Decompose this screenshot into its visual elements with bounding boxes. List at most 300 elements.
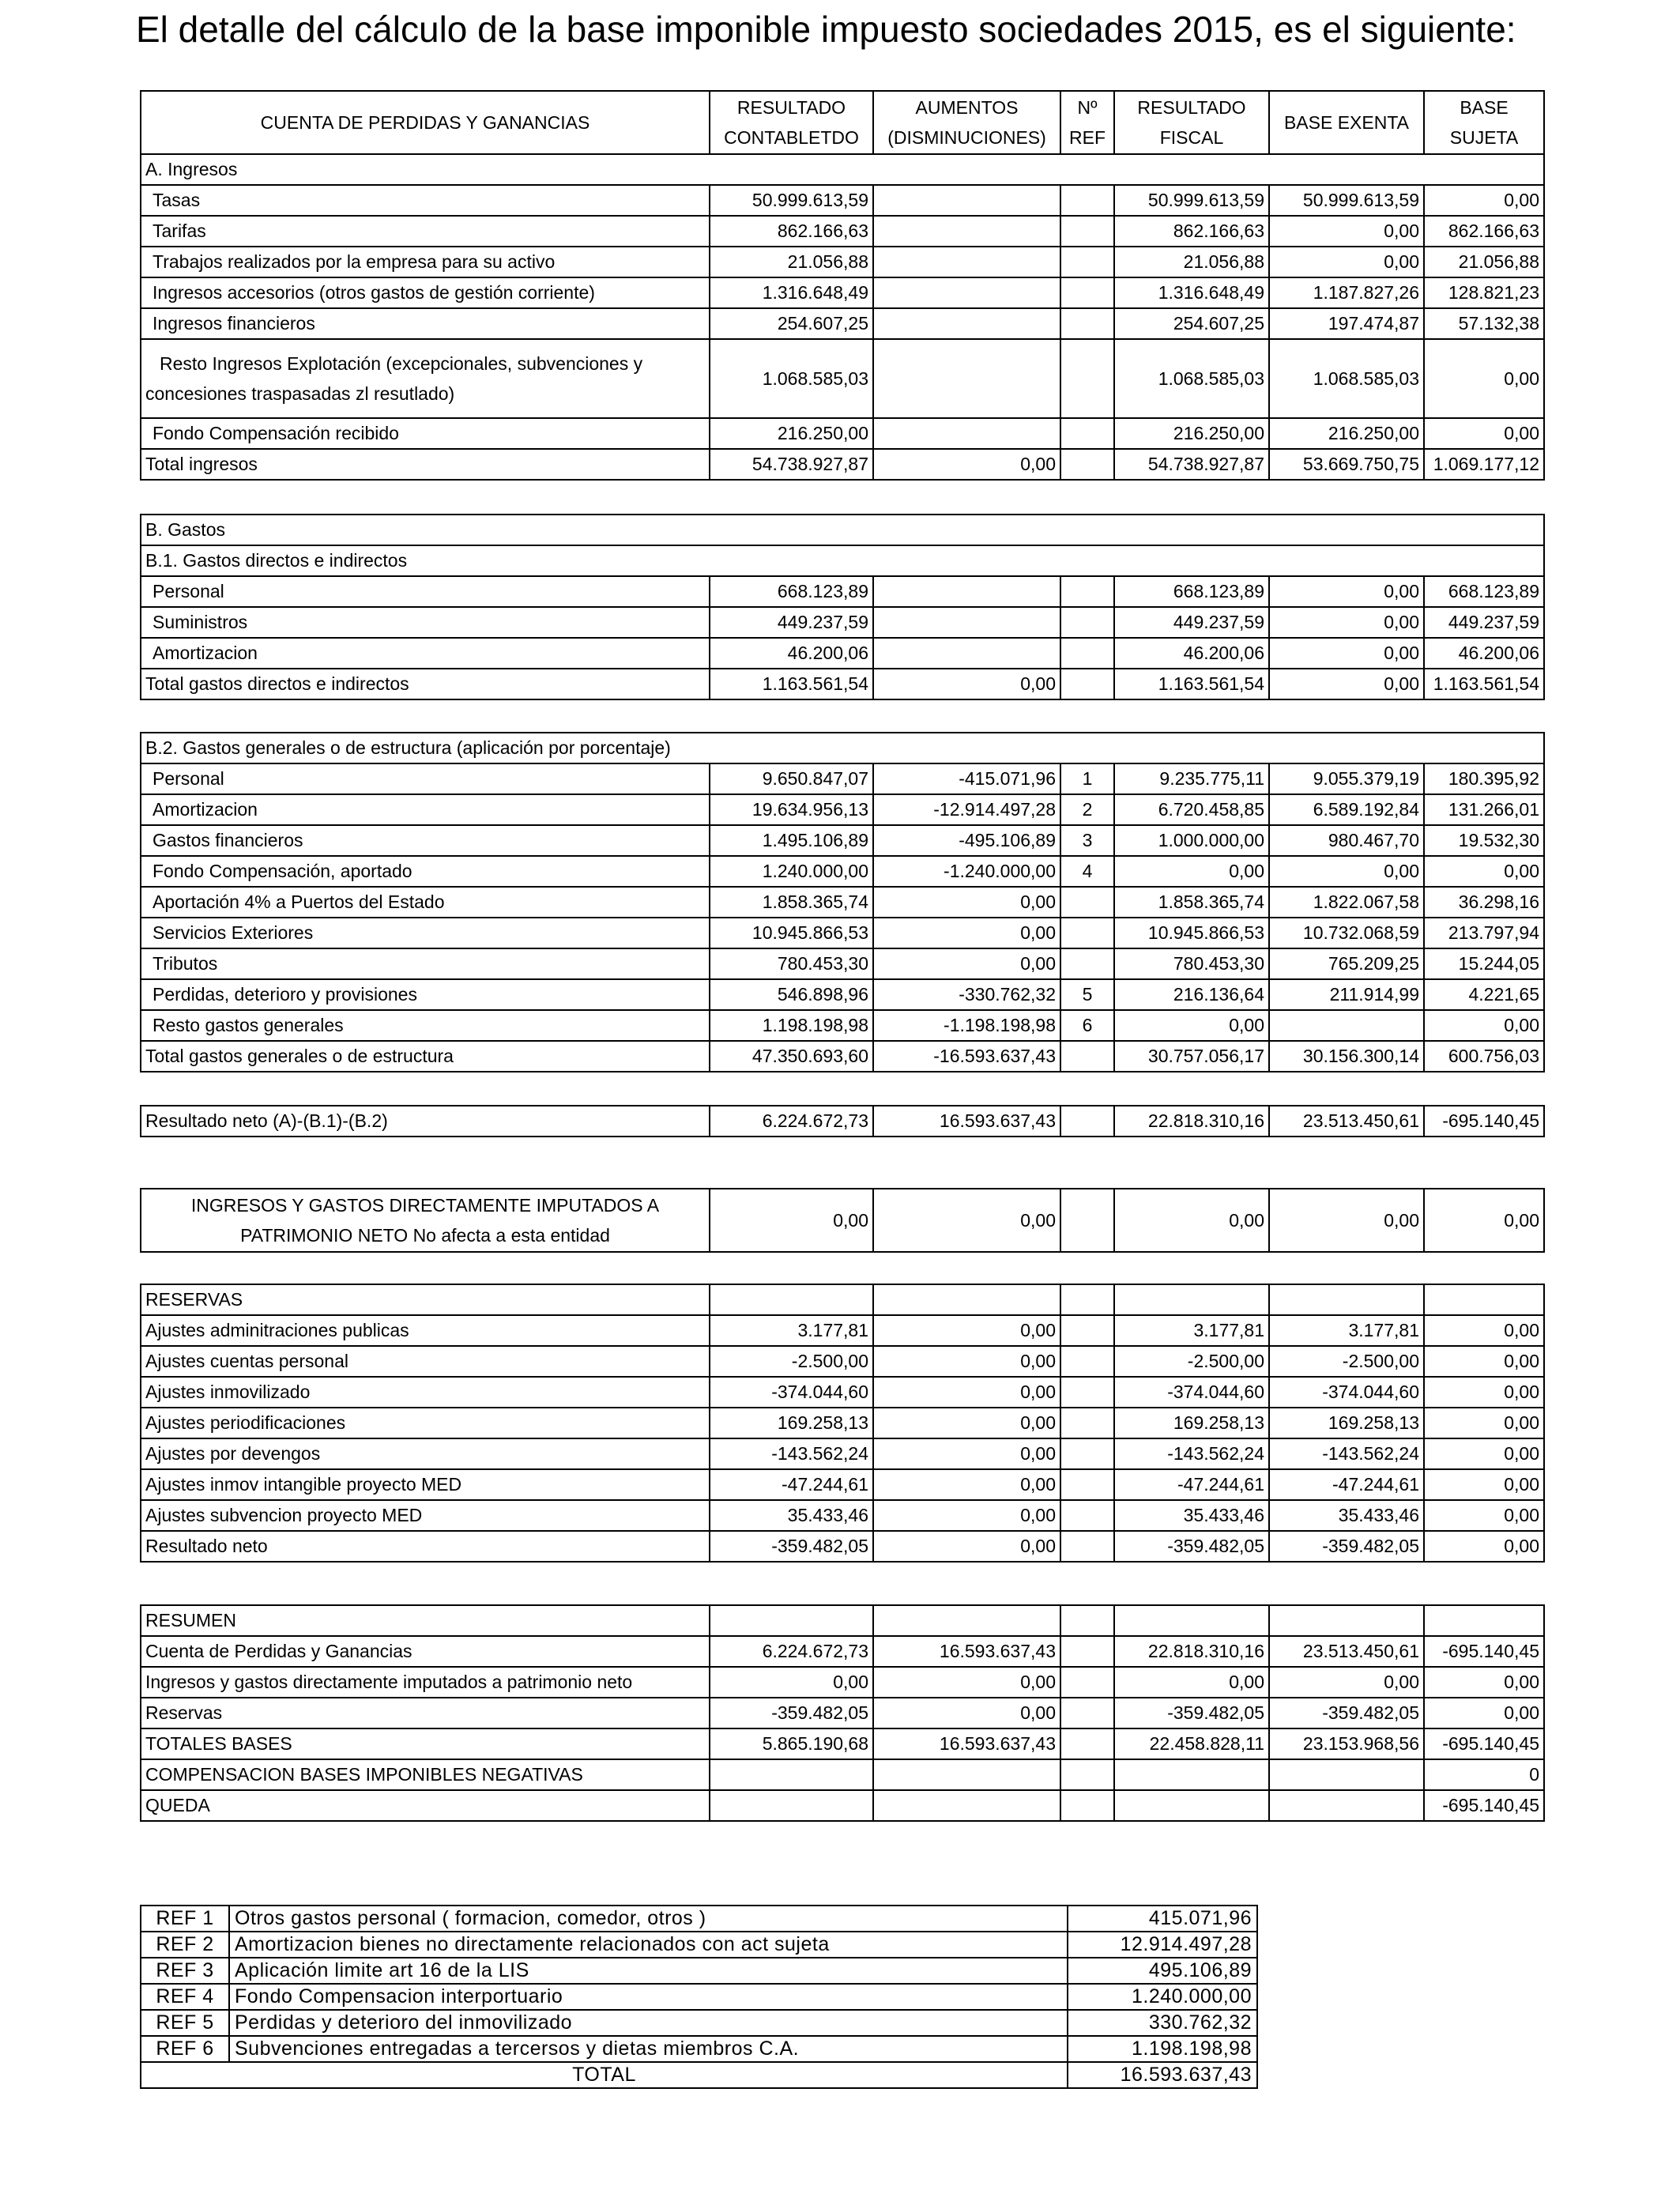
cell-contable: 1.068.585,03 [710,339,873,418]
references-table [140,1905,1258,2089]
table-row [141,1636,1544,1667]
cell-ref: 1 [1060,763,1114,794]
reference-total-label: TOTAL [141,2062,1068,2088]
row-label: TOTALES BASES [141,1728,710,1759]
cell-aumentos: 0,00 [873,1698,1060,1728]
table-row [141,1698,1544,1728]
cell-exenta: 35.433,46 [1269,1500,1424,1531]
cell-aumentos [873,638,1060,669]
cell-aumentos: 0,00 [873,1469,1060,1500]
cell-exenta: 0,00 [1269,1189,1424,1252]
row-label: Ajustes periodificaciones [141,1408,710,1438]
line-1: AUMENTOS [915,97,1019,118]
cell-sujeta: 21.056,88 [1424,247,1544,277]
reference-amount: 330.762,32 [1068,2010,1257,2036]
reference-description: Subvenciones entregadas a tercersos y dietas miembros C.A. [229,2036,1068,2062]
cell-aumentos: 0,00 [873,1438,1060,1469]
cell-sujeta: 0,00 [1424,1667,1544,1698]
reference-description: Amortizacion bienes no directamente relacionados con act sujeta [229,1932,1068,1958]
reference-amount: 495.106,89 [1068,1958,1257,1984]
reference-description: Fondo Compensacion interportuario [229,1984,1068,2010]
cell-fiscal: 35.433,46 [1114,1500,1269,1531]
cell-sujeta: 36.298,16 [1424,887,1544,918]
cell-contable: 0,00 [710,1189,873,1252]
section-heading: RESUMEN [141,1605,710,1636]
cell-sujeta: 0,00 [1424,1010,1544,1041]
cell-fiscal: 22.818.310,16 [1114,1106,1269,1137]
cell-fiscal: 46.200,06 [1114,638,1269,669]
table-row [141,794,1544,825]
row-label: Suministros [141,607,710,638]
cell-exenta [1269,1790,1424,1821]
cell-exenta: 1.187.827,26 [1269,277,1424,308]
section-heading: B. Gastos [141,515,1544,545]
cell-ref [1060,669,1114,699]
cell-exenta: 23.513.450,61 [1269,1106,1424,1137]
table-row [141,918,1544,948]
cell-contable: 0,00 [710,1667,873,1698]
cell-exenta [1269,1759,1424,1790]
cell-contable: 19.634.956,13 [710,794,873,825]
cell-contable: 254.607,25 [710,308,873,339]
column-header [1424,91,1544,154]
cell-sujeta: 0,00 [1424,185,1544,216]
cell-aumentos [873,418,1060,449]
cell-sujeta: 862.166,63 [1424,216,1544,247]
table-row [141,1377,1544,1408]
cell-ref [1060,1438,1114,1469]
cell-exenta: -47.244,61 [1269,1469,1424,1500]
cell-ref: 6 [1060,1010,1114,1041]
cell-exenta: 0,00 [1269,576,1424,607]
line-1: Nº [1077,97,1098,118]
cell-ref [1060,607,1114,638]
table-row [141,1469,1544,1500]
table-row [141,856,1544,887]
cell-ref [1060,1636,1114,1667]
cell-fiscal: -47.244,61 [1114,1469,1269,1500]
row-label [141,339,710,418]
table-row [141,418,1544,449]
cell-contable: -374.044,60 [710,1377,873,1408]
cell-aumentos [873,277,1060,308]
empty-cell [1114,1284,1269,1315]
cell-fiscal: 50.999.613,59 [1114,185,1269,216]
section-heading: B.1. Gastos directos e indirectos [141,545,1544,576]
cell-contable: 3.177,81 [710,1315,873,1346]
cell-contable: 5.865.190,68 [710,1728,873,1759]
cell-exenta: 1.822.067,58 [1269,887,1424,918]
page-title: El detalle del cálculo de la base imponible impuesto sociedades 2015, es el siguiente: [136,9,1516,50]
row-label: Resto gastos generales [141,1010,710,1041]
row-label: Personal [141,576,710,607]
cell-aumentos: 0,00 [873,948,1060,979]
table-row [141,1438,1544,1469]
cell-aumentos [873,576,1060,607]
cell-ref [1060,216,1114,247]
cell-ref: 5 [1060,979,1114,1010]
table-row [141,1346,1544,1377]
cell-exenta: -143.562,24 [1269,1438,1424,1469]
table-row [141,1667,1544,1698]
table-row [141,339,1544,418]
cell-contable: 50.999.613,59 [710,185,873,216]
column-header: BASE EXENTA [1269,91,1424,154]
cell-exenta: 3.177,81 [1269,1315,1424,1346]
row-label: Trabajos realizados por la empresa para su activo [141,247,710,277]
empty-cell [710,1605,873,1636]
cell-aumentos: -330.762,32 [873,979,1060,1010]
cell-fiscal [1114,1759,1269,1790]
reference-row [141,1984,1257,2010]
table-row [141,1531,1544,1562]
cell-contable: 216.250,00 [710,418,873,449]
reference-description: Perdidas y deterioro del inmovilizado [229,2010,1068,2036]
cell-sujeta: 0,00 [1424,1438,1544,1469]
cell-contable: 1.858.365,74 [710,887,873,918]
cell-exenta [1269,1010,1424,1041]
row-label: Amortizacion [141,794,710,825]
empty-cell [1424,1284,1544,1315]
summary-table [140,1604,1545,1822]
cell-fiscal: -359.482,05 [1114,1531,1269,1562]
cell-fiscal: -2.500,00 [1114,1346,1269,1377]
cell-aumentos: 0,00 [873,1500,1060,1531]
cell-ref [1060,1041,1114,1072]
reference-id: REF 2 [141,1932,229,1958]
total-row [141,1106,1544,1137]
cell-fiscal: 22.458.828,11 [1114,1728,1269,1759]
cell-contable: 449.237,59 [710,607,873,638]
row-label: Ingresos accesorios (otros gastos de gestión corriente) [141,277,710,308]
cell-exenta: 23.153.968,56 [1269,1728,1424,1759]
reference-description: Aplicación limite art 16 de la LIS [229,1958,1068,1984]
cell-sujeta: 213.797,94 [1424,918,1544,948]
section-heading-row [141,1284,1544,1315]
row-label: Ajustes adminitraciones publicas [141,1315,710,1346]
section-heading-row [141,1605,1544,1636]
row-label [141,1189,710,1252]
cell-ref [1060,247,1114,277]
row-label: Total gastos directos e indirectos [141,669,710,699]
cell-aumentos: -1.240.000,00 [873,856,1060,887]
reference-row [141,1932,1257,1958]
cell-aumentos: 0,00 [873,1377,1060,1408]
cell-contable: 1.240.000,00 [710,856,873,887]
empty-cell [1424,1605,1544,1636]
row-label: Tributos [141,948,710,979]
cell-fiscal: 254.607,25 [1114,308,1269,339]
cell-contable: 1.163.561,54 [710,669,873,699]
cell-fiscal: 668.123,89 [1114,576,1269,607]
cell-contable: 6.224.672,73 [710,1106,873,1137]
cell-exenta: 6.589.192,84 [1269,794,1424,825]
cell-ref [1060,1698,1114,1728]
reference-amount: 415.071,96 [1068,1906,1257,1932]
reference-id: REF 3 [141,1958,229,1984]
row-label: Ajustes cuentas personal [141,1346,710,1377]
cell-fiscal: 1.000.000,00 [1114,825,1269,856]
cell-contable: 1.198.198,98 [710,1010,873,1041]
cell-exenta: 0,00 [1269,216,1424,247]
cell-sujeta: 1.069.177,12 [1424,449,1544,480]
line-1: Resto Ingresos Explotación (excepcionales, subvenciones y [160,353,643,374]
cell-contable: 1.495.106,89 [710,825,873,856]
table-row [141,825,1544,856]
equity-table [140,1188,1545,1253]
cell-sujeta: 0,00 [1424,1500,1544,1531]
cell-exenta: -359.482,05 [1269,1531,1424,1562]
cell-aumentos: 0,00 [873,918,1060,948]
cell-contable: -2.500,00 [710,1346,873,1377]
cell-ref [1060,308,1114,339]
cell-ref [1060,1500,1114,1531]
cell-aumentos: 0,00 [873,1315,1060,1346]
cell-fiscal: 21.056,88 [1114,247,1269,277]
reference-amount: 12.914.497,28 [1068,1932,1257,1958]
cell-sujeta: 0,00 [1424,856,1544,887]
cell-aumentos: 0,00 [873,1667,1060,1698]
cell-contable: 780.453,30 [710,948,873,979]
table-row [141,1790,1544,1821]
cell-exenta: 169.258,13 [1269,1408,1424,1438]
cell-sujeta: 0,00 [1424,1469,1544,1500]
row-label: Ajustes inmov intangible proyecto MED [141,1469,710,1500]
total-row [141,669,1544,699]
cell-sujeta: 128.821,23 [1424,277,1544,308]
cell-sujeta: 0,00 [1424,418,1544,449]
reference-amount: 1.198.198,98 [1068,2036,1257,2062]
cell-sujeta: 46.200,06 [1424,638,1544,669]
cell-exenta: 1.068.585,03 [1269,339,1424,418]
line-1: RESULTADO [1137,97,1246,118]
line-2: concesiones traspasadas zl resutlado) [145,383,455,404]
cell-aumentos: -12.914.497,28 [873,794,1060,825]
reference-total-amount: 16.593.637,43 [1068,2062,1257,2088]
table-row [141,1010,1544,1041]
cell-sujeta: 15.244,05 [1424,948,1544,979]
cell-exenta: 0,00 [1269,1667,1424,1698]
line-1: INGRESOS Y GASTOS DIRECTAMENTE IMPUTADOS A [190,1195,660,1216]
table-row [141,1759,1544,1790]
row-label: Ajustes inmovilizado [141,1377,710,1408]
row-label: QUEDA [141,1790,710,1821]
column-header: CUENTA DE PERDIDAS Y GANANCIAS [141,91,710,154]
cell-aumentos: 0,00 [873,1531,1060,1562]
section-heading: B.2. Gastos generales o de estructura (aplicación por porcentaje) [141,733,1544,763]
cell-exenta: 0,00 [1269,856,1424,887]
cell-ref [1060,1531,1114,1562]
line-2: CONTABLETDO [724,127,859,148]
cell-contable: 54.738.927,87 [710,449,873,480]
cell-aumentos [873,607,1060,638]
cell-exenta: 23.513.450,61 [1269,1636,1424,1667]
cell-ref: 3 [1060,825,1114,856]
empty-cell [710,1284,873,1315]
cell-fiscal: 6.720.458,85 [1114,794,1269,825]
section-heading: RESERVAS [141,1284,710,1315]
cell-ref [1060,1346,1114,1377]
table-row [141,1500,1544,1531]
cell-exenta: 50.999.613,59 [1269,185,1424,216]
total-row [141,449,1544,480]
table-row [141,1189,1544,1252]
cell-exenta: 9.055.379,19 [1269,763,1424,794]
cell-fiscal: 3.177,81 [1114,1315,1269,1346]
cell-fiscal: -359.482,05 [1114,1698,1269,1728]
cell-exenta: 0,00 [1269,247,1424,277]
cell-sujeta: -695.140,45 [1424,1728,1544,1759]
cell-exenta: 197.474,87 [1269,308,1424,339]
section-heading-row [141,545,1544,576]
cell-aumentos [873,247,1060,277]
line-1: RESULTADO [736,97,846,118]
row-label: Servicios Exteriores [141,918,710,948]
cell-exenta: 765.209,25 [1269,948,1424,979]
cell-sujeta: 0,00 [1424,1408,1544,1438]
cell-contable: 10.945.866,53 [710,918,873,948]
empty-cell [1269,1284,1424,1315]
cell-fiscal: 0,00 [1114,1010,1269,1041]
cell-aumentos: -1.198.198,98 [873,1010,1060,1041]
row-label: Ingresos y gastos directamente imputados a patrimonio neto [141,1667,710,1698]
cell-ref [1060,576,1114,607]
cell-aumentos: 0,00 [873,887,1060,918]
cell-ref [1060,1408,1114,1438]
cell-contable: 46.200,06 [710,638,873,669]
cell-contable: 1.316.648,49 [710,277,873,308]
cell-exenta: 0,00 [1269,607,1424,638]
cell-contable: 546.898,96 [710,979,873,1010]
table-row [141,763,1544,794]
table-row [141,576,1544,607]
table-row [141,185,1544,216]
cell-fiscal: 9.235.775,11 [1114,763,1269,794]
section-heading: A. Ingresos [141,154,1544,185]
line-2: (DISMINUCIONES) [887,127,1046,148]
cell-sujeta: 57.132,38 [1424,308,1544,339]
table-row [141,887,1544,918]
cell-exenta: 211.914,99 [1269,979,1424,1010]
cell-sujeta: 131.266,01 [1424,794,1544,825]
table-row [141,216,1544,247]
cell-aumentos: -415.071,96 [873,763,1060,794]
cell-contable [710,1759,873,1790]
cell-aumentos: 0,00 [873,1408,1060,1438]
reference-id: REF 5 [141,2010,229,2036]
cell-fiscal: 0,00 [1114,1667,1269,1698]
direct-expenses-table [140,514,1545,700]
reference-row [141,1958,1257,1984]
cell-fiscal: 10.945.866,53 [1114,918,1269,948]
cell-ref [1060,277,1114,308]
cell-aumentos [873,1759,1060,1790]
cell-contable: 6.224.672,73 [710,1636,873,1667]
cell-ref [1060,185,1114,216]
cell-contable: -143.562,24 [710,1438,873,1469]
cell-fiscal: 54.738.927,87 [1114,449,1269,480]
cell-sujeta: -695.140,45 [1424,1790,1544,1821]
table-row [141,979,1544,1010]
row-label: Total ingresos [141,449,710,480]
cell-fiscal: 0,00 [1114,856,1269,887]
cell-fiscal: -143.562,24 [1114,1438,1269,1469]
column-header [873,91,1060,154]
empty-cell [873,1284,1060,1315]
cell-exenta: -374.044,60 [1269,1377,1424,1408]
cell-contable: 668.123,89 [710,576,873,607]
cell-sujeta: 1.163.561,54 [1424,669,1544,699]
cell-aumentos: 0,00 [873,669,1060,699]
table-row [141,948,1544,979]
line-2: REF [1069,127,1106,148]
row-label: Personal [141,763,710,794]
cell-fiscal: 216.136,64 [1114,979,1269,1010]
cell-exenta: 980.467,70 [1269,825,1424,856]
cell-aumentos [873,339,1060,418]
cell-sujeta: 0,00 [1424,1531,1544,1562]
empty-cell [1060,1605,1114,1636]
cell-ref [1060,948,1114,979]
cell-fiscal: 449.237,59 [1114,607,1269,638]
total-row [141,1041,1544,1072]
table-row [141,607,1544,638]
column-header [1060,91,1114,154]
table-row [141,277,1544,308]
reference-row [141,2010,1257,2036]
row-label: Fondo Compensación recibido [141,418,710,449]
cell-ref [1060,1790,1114,1821]
reference-amount: 1.240.000,00 [1068,1984,1257,2010]
row-label: Cuenta de Perdidas y Ganancias [141,1636,710,1667]
cell-contable: 35.433,46 [710,1500,873,1531]
cell-aumentos: 0,00 [873,449,1060,480]
cell-aumentos: -16.593.637,43 [873,1041,1060,1072]
cell-aumentos: 16.593.637,43 [873,1106,1060,1137]
cell-sujeta: 0,00 [1424,339,1544,418]
cell-contable: -47.244,61 [710,1469,873,1500]
cell-aumentos: 16.593.637,43 [873,1728,1060,1759]
cell-sujeta: 0 [1424,1759,1544,1790]
column-header [710,91,873,154]
cell-ref [1060,1759,1114,1790]
cell-sujeta: 0,00 [1424,1377,1544,1408]
cell-sujeta: 0,00 [1424,1346,1544,1377]
section-heading-row [141,515,1544,545]
cell-ref [1060,1377,1114,1408]
cell-contable: -359.482,05 [710,1698,873,1728]
cell-fiscal: 216.250,00 [1114,418,1269,449]
cell-sujeta: -695.140,45 [1424,1636,1544,1667]
cell-sujeta: 600.756,03 [1424,1041,1544,1072]
cell-fiscal: 1.068.585,03 [1114,339,1269,418]
cell-fiscal: 169.258,13 [1114,1408,1269,1438]
cell-ref [1060,418,1114,449]
cell-exenta: 30.156.300,14 [1269,1041,1424,1072]
table-row [141,1315,1544,1346]
cell-fiscal: 22.818.310,16 [1114,1636,1269,1667]
cell-fiscal: 780.453,30 [1114,948,1269,979]
line-1: BASE [1460,97,1509,118]
cell-ref [1060,918,1114,948]
cell-ref [1060,449,1114,480]
cell-fiscal: -374.044,60 [1114,1377,1269,1408]
cell-fiscal: 1.858.365,74 [1114,887,1269,918]
row-label: Fondo Compensación, aportado [141,856,710,887]
row-label: Resultado neto (A)-(B.1)-(B.2) [141,1106,710,1137]
cell-sujeta: -695.140,45 [1424,1106,1544,1137]
cell-ref [1060,1189,1114,1252]
